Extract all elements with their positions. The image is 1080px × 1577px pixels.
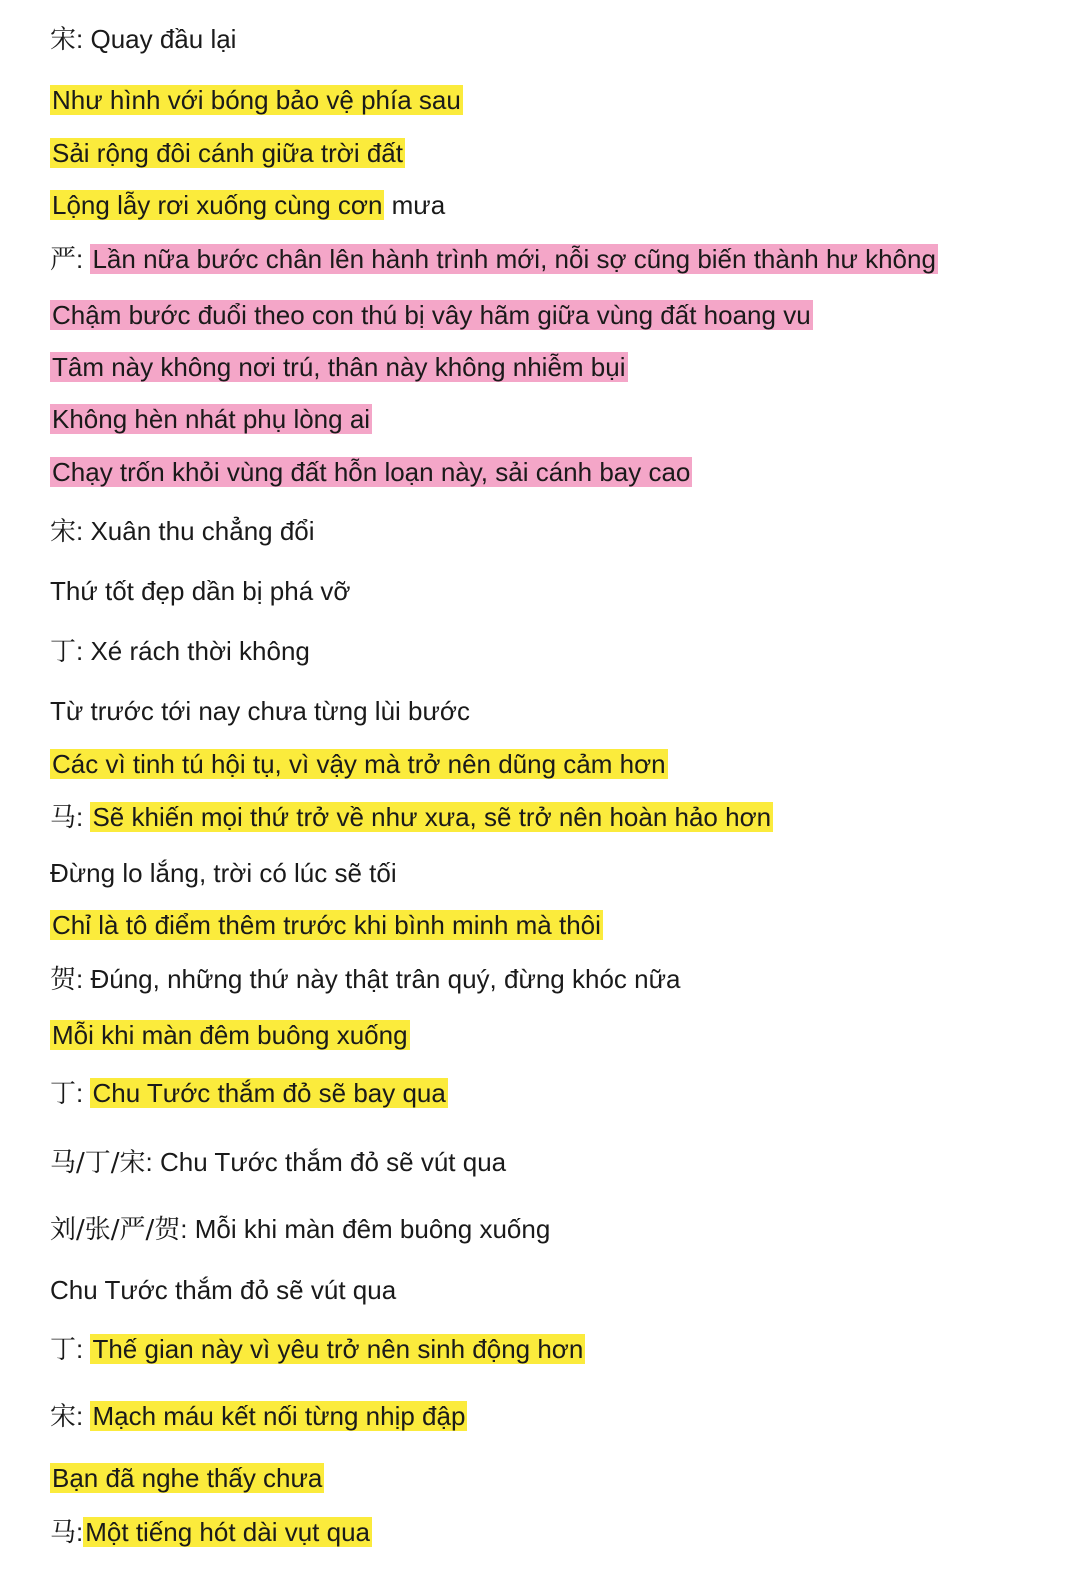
lyric-text: Chu Tước thắm đỏ sẽ vút qua xyxy=(50,1275,397,1305)
separator: : xyxy=(76,1334,91,1364)
lyric-text: Từ trước tới nay chưa từng lùi bước xyxy=(50,696,470,726)
lyric-text: Đừng lo lắng, trời có lúc sẽ tối xyxy=(50,858,397,888)
lyric-text: Thứ tốt đẹp dần bị phá vỡ xyxy=(50,576,351,606)
speaker-label: 刘/张/严/贺 xyxy=(50,1215,181,1245)
lyric-line xyxy=(50,1212,550,1247)
lyric-line xyxy=(50,1399,467,1434)
separator: : xyxy=(76,636,91,666)
lyric-line xyxy=(50,1332,585,1367)
lyric-line xyxy=(50,514,315,549)
separator: : xyxy=(76,802,91,832)
speaker-label: 马/丁/宋 xyxy=(50,1148,146,1178)
lyric-text: Chạy trốn khỏi vùng đất hỗn loạn này, sải cánh bay cao xyxy=(52,457,691,487)
lyric-line xyxy=(50,242,938,277)
lyric-line xyxy=(50,455,692,489)
separator: : xyxy=(180,1214,195,1244)
lyric-line xyxy=(50,298,813,332)
separator: : xyxy=(145,1147,160,1177)
lyric-line xyxy=(50,856,397,890)
lyric-text: Bạn đã nghe thấy chưa xyxy=(52,1463,323,1493)
lyric-line xyxy=(50,1145,506,1180)
lyric-text: Mỗi khi màn đêm buông xuống xyxy=(52,1020,408,1050)
separator: : xyxy=(76,1078,91,1108)
lyric-text: Xuân thu chẳng đổi xyxy=(90,516,315,546)
lyric-text: Như hình với bóng bảo vệ phía sau xyxy=(52,85,461,115)
lyric-text: Xé rách thời không xyxy=(90,636,310,666)
lyric-text: Lộng lẫy rơi xuống cùng cơn xyxy=(52,190,383,220)
lyric-text: Mỗi khi màn đêm buông xuống xyxy=(194,1214,551,1244)
lyric-text: Các vì tinh tú hội tụ, vì vậy mà trở nên dũng cảm hơn xyxy=(52,749,666,779)
lyric-text: Một tiếng hót dài vụt qua xyxy=(85,1517,370,1547)
lyric-line xyxy=(50,1273,396,1307)
speaker-label: 丁 xyxy=(50,1335,77,1365)
speaker-label: 贺 xyxy=(50,965,77,995)
lyric-text: Chu Tước thắm đỏ sẽ vút qua xyxy=(159,1147,507,1177)
lyric-line xyxy=(50,1461,324,1495)
lyric-text: Đúng, những thứ này thật trân quý, đừng khóc nữa xyxy=(90,964,681,994)
lyric-text: Quay đầu lại xyxy=(90,24,237,54)
lyric-text: Chu Tước thắm đỏ sẽ bay qua xyxy=(92,1078,446,1108)
lyric-line xyxy=(50,747,668,781)
lyric-line xyxy=(50,1018,410,1052)
lyric-text: Sải rộng đôi cánh giữa trời đất xyxy=(52,138,403,168)
separator: : xyxy=(76,244,91,274)
lyric-text-tail: mưa xyxy=(384,190,446,220)
separator: : xyxy=(76,964,91,994)
lyric-line xyxy=(50,574,350,608)
lyric-line xyxy=(50,694,470,728)
separator: : xyxy=(76,1401,91,1431)
lyric-text: Chỉ là tô điểm thêm trước khi bình minh mà thôi xyxy=(52,910,601,940)
separator: : xyxy=(76,516,91,546)
lyric-text: Lần nữa bước chân lên hành trình mới, nỗi sợ cũng biến thành hư không xyxy=(92,244,936,274)
speaker-label: 丁 xyxy=(50,637,77,667)
lyric-line xyxy=(50,83,463,117)
lyric-text: Tâm này không nơi trú, thân này không nhiễm bụi xyxy=(52,352,626,382)
lyric-line xyxy=(50,1515,372,1550)
lyric-line xyxy=(50,188,445,222)
lyric-text: Không hèn nhát phụ lòng ai xyxy=(52,404,371,434)
speaker-label: 丁 xyxy=(50,1079,77,1109)
speaker-label: 宋 xyxy=(50,1402,77,1432)
lyric-line xyxy=(50,136,405,170)
lyric-text: Thế gian này vì yêu trở nên sinh động hơn xyxy=(92,1334,584,1364)
speaker-label: 马 xyxy=(50,803,77,833)
lyric-text: Sẽ khiến mọi thứ trở về như xưa, sẽ trở nên hoàn hảo hơn xyxy=(92,802,772,832)
lyric-line xyxy=(50,402,372,436)
separator: : xyxy=(76,1517,84,1547)
speaker-label: 宋 xyxy=(50,25,77,55)
speaker-label: 严 xyxy=(50,245,77,275)
lyric-line xyxy=(50,1076,448,1111)
lyric-line xyxy=(50,22,236,57)
lyric-line xyxy=(50,350,628,384)
lyric-line xyxy=(50,800,773,835)
speaker-label: 马 xyxy=(50,1518,77,1548)
speaker-label: 宋 xyxy=(50,517,77,547)
lyric-line xyxy=(50,634,310,669)
separator: : xyxy=(76,24,91,54)
lyric-line xyxy=(50,908,603,942)
lyric-line xyxy=(50,962,680,997)
lyric-text: Mạch máu kết nối từng nhịp đập xyxy=(92,1401,466,1431)
lyric-text: Chậm bước đuổi theo con thú bị vây hãm giữa vùng đất hoang vu xyxy=(52,300,811,330)
